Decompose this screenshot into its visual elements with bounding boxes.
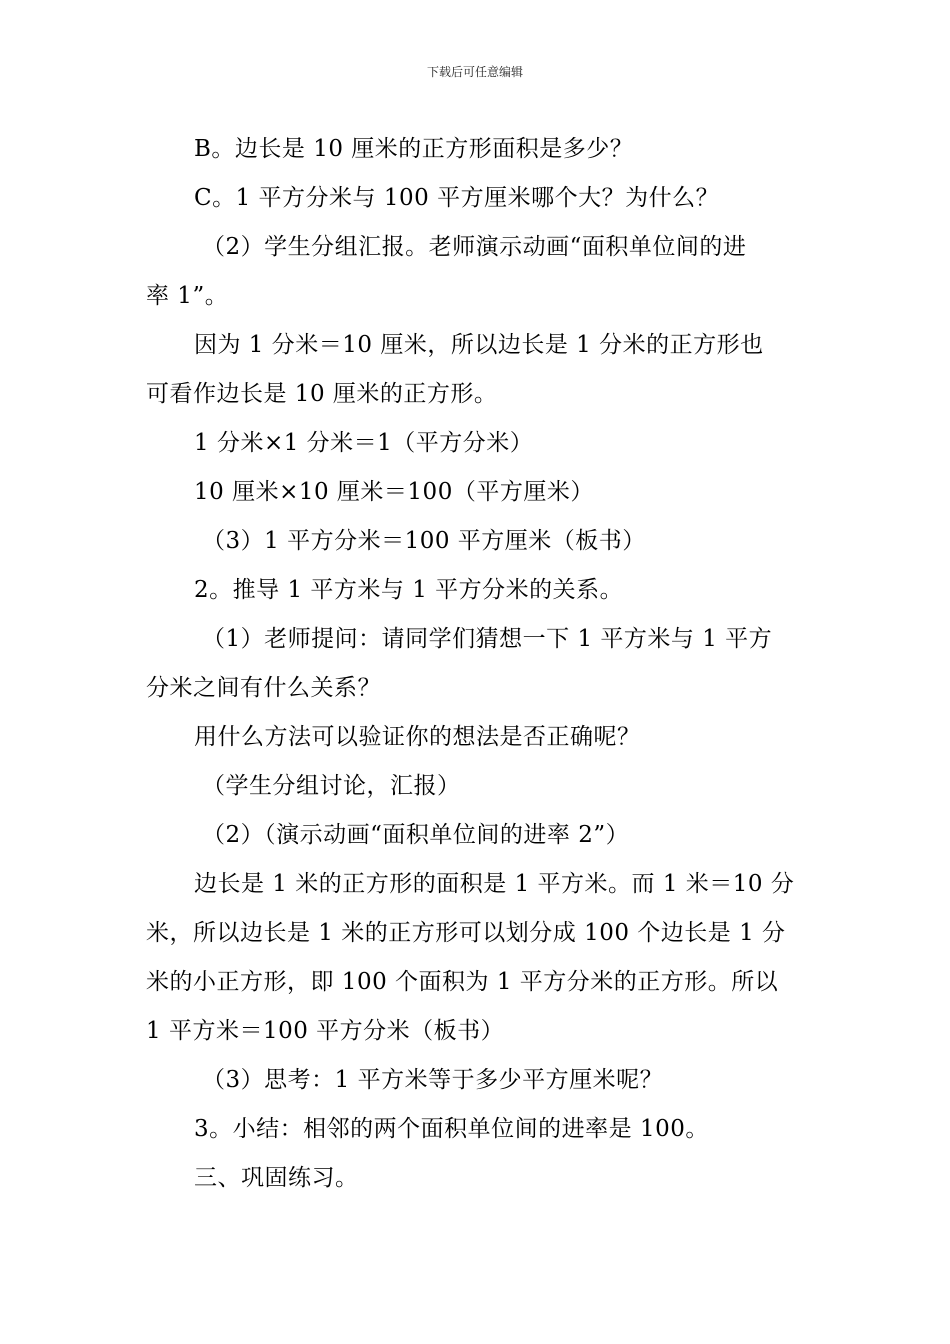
text-line: （2）（演示动画“面积单位间的进率 2”） — [202, 822, 630, 848]
text-line: 1 分米×1 分米＝1（平方分米） — [194, 430, 534, 456]
text-line: 3。小结：相邻的两个面积单位间的进率是 100。 — [194, 1116, 709, 1142]
text-line: （3）1 平方分米＝100 平方厘米（板书） — [202, 528, 646, 554]
section-heading: 三、巩固练习。 — [194, 1165, 359, 1191]
text-line: （2）学生分组汇报。老师演示动画“面积单位间的进 — [202, 234, 747, 260]
text-line: 可看作边长是 10 厘米的正方形。 — [146, 381, 498, 407]
text-line: C。1 平方分米与 100 平方厘米哪个大？为什么？ — [194, 185, 720, 211]
text-line: 分米之间有什么关系？ — [146, 675, 381, 701]
page-header: 下载后可任意编辑 — [426, 65, 523, 79]
text-line: （3）思考：1 平方米等于多少平方厘米呢？ — [202, 1067, 664, 1093]
text-line: 因为 1 分米＝10 厘米，所以边长是 1 分米的正方形也 — [194, 332, 764, 358]
text-line: 10 厘米×10 厘米＝100（平方厘米） — [194, 479, 594, 505]
text-line: 用什么方法可以验证你的想法是否正确呢？ — [194, 724, 641, 750]
text-line: （1）老师提问：请同学们猜想一下 1 平方米与 1 平方 — [202, 626, 773, 652]
text-line: （学生分组讨论，汇报） — [202, 773, 461, 799]
text-line: 米，所以边长是 1 米的正方形可以划分成 100 个边长是 1 分 — [146, 920, 786, 946]
text-line: 2。推导 1 平方米与 1 平方分米的关系。 — [194, 577, 624, 603]
text-line: 边长是 1 米的正方形的面积是 1 平方米。而 1 米＝10 分 — [194, 871, 795, 897]
text-line: 1 平方米＝100 平方分米（板书） — [146, 1018, 505, 1044]
text-line: B。边长是 10 厘米的正方形面积是多少？ — [194, 136, 634, 162]
text-line: 率 1”。 — [146, 283, 229, 309]
document-body — [146, 125, 810, 1203]
text-line: 米的小正方形，即 100 个面积为 1 平方分米的正方形。所以 — [146, 969, 779, 995]
